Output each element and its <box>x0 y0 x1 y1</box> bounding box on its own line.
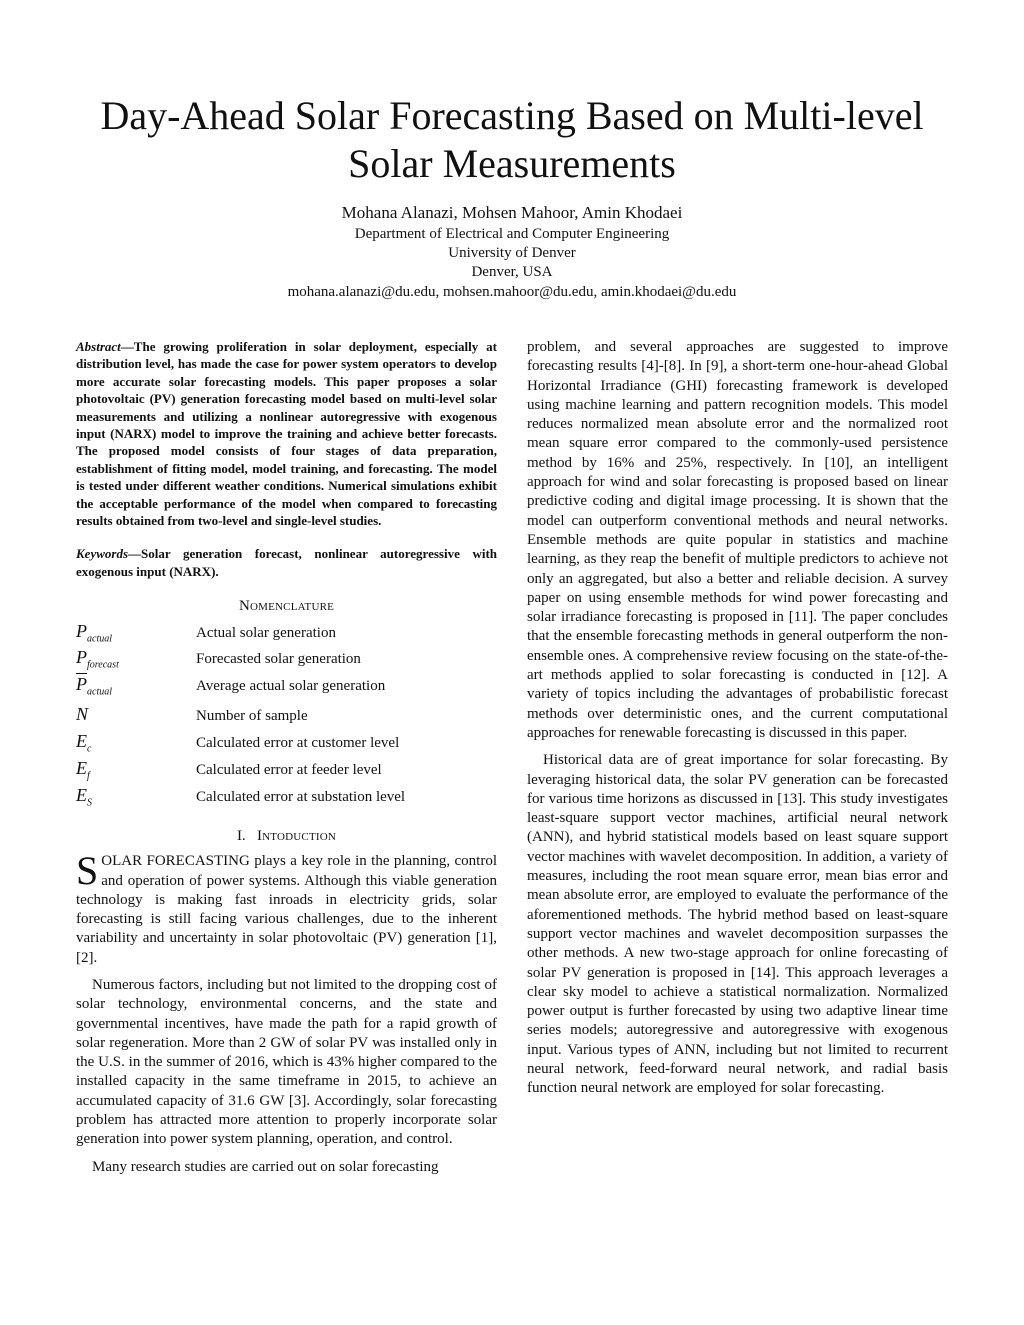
author-list: Mohana Alanazi, Mohsen Mahoor, Amin Khodaei <box>341 203 683 222</box>
affiliation-university: University of Denver <box>448 245 576 261</box>
nomenclature-row <box>76 732 497 759</box>
right-paragraph-2: Historical data are of great importance for solar forecasting. By leveraging historical data, the solar PV generation can be forecasted for various time horizons as discussed in [13]. This study investigates least-square support vector machines, artificial neural network (ANN), and hybrid statistical models based on least square support vector machines with wavelet decomposition. In addition, a variety of measures, including the root mean square error, mean bias error and mean absolute error, are employed to evaluate the performance of the aforementioned methods. The hybrid method based on least-square support vector machines and wavelet decomposition surpasses the other methods. A new two-stage approach for online forecasting of solar PV generation is proposed in [14]. This approach leverages a clear sky model to achieve a statistical normalization. Normalized power output is further forecasted by using two adaptive linear time series models; autoregressive and autoregressive with exogenous input. Various types of ANN, including but not limited to recurrent neural network, feed-forward neural network, and radial basis function neural network are employed for solar forecasting. <box>527 752 948 1097</box>
nomenclature-description: Forecasted solar generation <box>196 651 361 668</box>
nomenclature-description: Average actual solar generation <box>196 678 386 695</box>
keywords-text: —Solar generation forecast, nonlinear autoregressive with exogenous input (NARX). <box>76 546 497 579</box>
intro-paragraph-1: SOLAR FORECASTING plays a key role in the planning, control and operation of power systems. Although this viable generation technology is making fast inroads in electricity grids, solar forecasting is still facing various challenges, due to the inherent variability and uncertainty in solar photovoltaic (PV) generation [1], [2]. <box>76 848 497 966</box>
drop-cap: S <box>76 848 99 894</box>
nomenclature-row <box>76 705 497 732</box>
keywords-label: Keywords <box>76 546 128 562</box>
nomenclature-description: Calculated error at substation level <box>196 789 406 806</box>
nomenclature-symbol: $E_f$ <box>76 758 90 782</box>
section-title: Intoduction <box>256 827 337 844</box>
affiliation-department: Department of Electrical and Computer Engineering <box>354 226 670 242</box>
abstract-label: Abstract <box>76 339 121 354</box>
nomenclature-row <box>76 759 497 786</box>
nomenclature-table <box>76 622 497 813</box>
paper-title <box>60 92 964 188</box>
intro-heading <box>76 827 497 846</box>
nomenclature-symbol: $E_c$ <box>76 731 92 755</box>
nomenclature-description: Calculated error at feeder level <box>196 762 382 779</box>
intro-paragraph-2: Numerous factors, including but not limited to the dropping cost of solar technology, environmental concerns, and the state and governmental incentives, have made the path for a rapid growth of solar regeneration. More than 2 GW of solar PV was installed only in the U.S. in the summer of 2016, which is 43% higher compared to the installed capacity in the same timeframe in 2015, to achieve an accumulated capacity of 31.6 GW [3]. Accordingly, solar forecasting problem has attracted more attention to properly incorporate solar generation into power system planning, operation, and control. <box>76 977 497 1148</box>
nomenclature-row <box>76 675 497 705</box>
section-number: I. <box>236 827 246 844</box>
nomenclature-row <box>76 622 497 649</box>
title-line-2: Solar Measurements <box>348 141 676 186</box>
nomenclature-symbol: $P_{forecast}$ <box>76 647 119 672</box>
title-line-1: Day-Ahead Solar Forecasting Based on Multi-level <box>100 93 924 138</box>
nomenclature-symbol: $E_S$ <box>76 785 92 809</box>
affiliation-location: Denver, USA <box>471 264 553 280</box>
nomenclature-symbol: $\overline{P}_{actual}$ <box>76 674 112 698</box>
keywords <box>76 545 497 580</box>
abstract-text: —The growing proliferation in solar deployment, especially at distribution level, has made the case for power system operators to develop more accurate solar forecasting models. This paper proposes a solar photovoltaic (PV) generation forecasting model based on multi-level solar measurements and utilizing a nonlinear autoregressive with exogenous input (NARX) model to improve the training and achieve better forecasts. The proposed model consists of four stages of data preparation, establishment of fitting model, model training, and forecasting. The model is tested under different weather conditions. Numerical simulations exhibit the acceptable performance of the model when compared to forecasting results obtained from two-level and single-level studies. <box>76 339 497 529</box>
nomenclature-description: Calculated error at customer level <box>196 735 400 752</box>
right-column <box>527 338 948 1099</box>
nomenclature-row <box>76 786 497 813</box>
abstract <box>76 338 497 529</box>
nomenclature-description: Actual solar generation <box>196 624 336 641</box>
nomenclature-description: Number of sample <box>196 708 308 725</box>
nomenclature-symbol: N <box>76 704 89 725</box>
left-column <box>76 338 497 1177</box>
author-emails: mohana.alanazi@du.edu, mohsen.mahoor@du.edu, amin.khodaei@du.edu <box>287 284 737 300</box>
right-paragraph-1: problem, and several approaches are suggested to improve forecasting results [4]-[8]. In [9], a short-term one-hour-ahead Global Horizontal Irradiance (GHI) forecasting framework is developed using machine learning and pattern recognition models. This model reduces normalized mean absolute error and the normalized root mean square error compared to the commonly-used persistence method by 16% and 25%, respectively. In [10], an intelligent approach for wind and solar forecasting is proposed based on linear predictive coding and digital image processing. It is shown that the model can outperform conventional methods and neural networks. Ensemble methods are quite popular in statistics and machine learning, as they reap the benefit of multiple predictors to achieve not only an aggregated, but also a better and reliable decision. A survey paper on using ensemble methods for wind power forecasting and solar irradiance forecasting is proposed in [11]. The paper concludes that the ensemble forecasting methods in general outperform the non-ensemble ones. A comprehensive review focusing on the state-of-the-art methods applied to solar forecasting is conducted in [12]. A variety of topics including the advantages of probabilistic forecast methods over deterministic ones, and the current computational approaches for renewable forecasting is discussed in this paper. <box>527 339 948 741</box>
nomenclature-symbol: $P_{actual}$ <box>76 620 112 645</box>
intro-paragraph-3: Many research studies are carried out on solar forecasting <box>92 1158 439 1175</box>
nomenclature-heading: Nomenclature <box>238 598 335 615</box>
nomenclature-row <box>76 648 497 675</box>
